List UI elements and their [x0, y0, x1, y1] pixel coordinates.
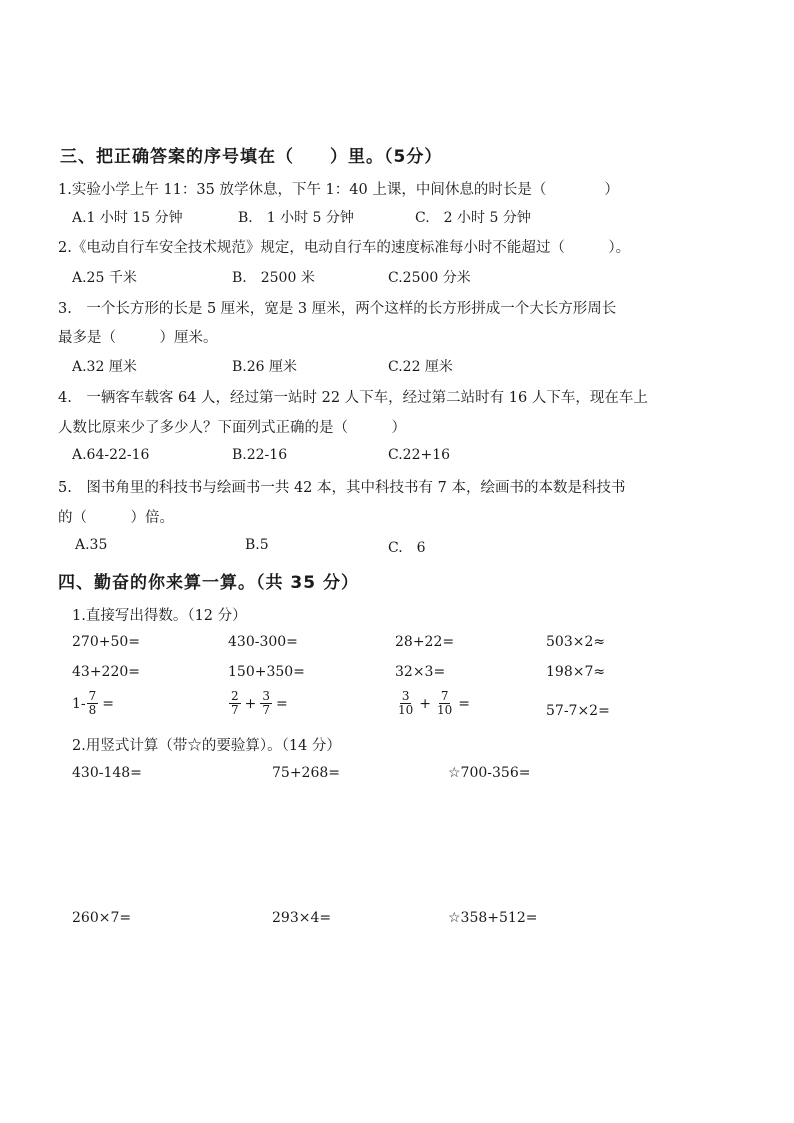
- vertical-calc-item: 75+268=: [272, 765, 340, 781]
- fraction: [396, 690, 415, 717]
- fraction-numerator: 2: [231, 689, 239, 703]
- question-2-text: 2.《电动自行车安全技术规范》规定，电动自行车的速度标准每小时不能超过（ ）。: [58, 240, 631, 256]
- question-3-option-c: C.22 厘米: [388, 359, 453, 375]
- fraction-denominator: 7: [231, 703, 239, 717]
- fraction-numerator: 7: [88, 689, 97, 703]
- calc-equals: =: [102, 695, 115, 712]
- section-4-heading: 四、勤奋的你来算一算。（共 35 分）: [58, 573, 359, 593]
- section-3-heading: 三、把正确答案的序号填在（ ）里。（5分）: [60, 147, 443, 167]
- question-2-option-c: C.2500 分米: [388, 270, 471, 286]
- calc-equals: =: [276, 695, 288, 712]
- fraction-calc-c: [395, 690, 470, 717]
- question-1-option-c: C. 2 小时 5 分钟: [415, 210, 531, 226]
- part-1-title: 1.直接写出得数。（12 分）: [72, 608, 247, 624]
- calc-equals: =: [458, 695, 471, 712]
- question-5-text-line1: 5. 图书角里的科技书与绘画书一共 42 本，其中科技书有 7 本，绘画书的本数是科技书: [58, 480, 626, 496]
- fraction-denominator: 10: [398, 703, 414, 717]
- vertical-calc-item: ☆358+512=: [448, 910, 538, 926]
- calc-item: 198×7≈: [546, 664, 606, 680]
- calc-item: 503×2≈: [546, 634, 606, 650]
- question-1-text: 1.实验小学上午 11：35 放学休息，下午 1：40 上课，中间休息的时长是（ ）: [58, 182, 619, 198]
- vertical-calc-item: ☆700-356=: [448, 765, 531, 781]
- fraction-numerator: 7: [440, 689, 449, 703]
- question-5-option-c: C. 6: [388, 540, 426, 556]
- fraction-denominator: 7: [262, 703, 271, 717]
- fraction-calc-a: [72, 690, 114, 717]
- calc-item: 57-7×2=: [546, 703, 610, 719]
- question-4-option-c: C.22+16: [388, 447, 451, 463]
- calc-item: 430-300=: [228, 634, 298, 650]
- question-3-option-a: A.32 厘米: [72, 359, 137, 375]
- fraction: [87, 690, 99, 717]
- fraction-denominator: 8: [88, 703, 97, 717]
- question-2-option-b: B. 2500 米: [232, 270, 315, 286]
- calc-item: 32×3=: [395, 664, 446, 680]
- calc-operator: +: [244, 695, 257, 712]
- fraction-denominator: 10: [437, 703, 453, 717]
- question-5-text-line2: 的（ ）倍。: [58, 510, 174, 526]
- vertical-calc-item: 430-148=: [72, 765, 142, 781]
- fraction-numerator: 3: [401, 689, 410, 703]
- question-3-text-line2: 最多是（ ）厘米。: [58, 330, 218, 346]
- question-5-option-a: A.35: [75, 537, 108, 553]
- part-2-title: 2.用竖式计算（带☆的要验算）。（14 分）: [72, 738, 341, 754]
- fraction-numerator: 3: [262, 689, 271, 703]
- question-5-option-b: B.5: [245, 537, 269, 553]
- calc-item: 43+220=: [72, 664, 140, 680]
- calc-item: 270+50=: [72, 634, 140, 650]
- question-3-text-line1: 3. 一个长方形的长是 5 厘米，宽是 3 厘米，两个这样的长方形拼成一个大长方形周长: [58, 301, 617, 317]
- calc-item: 150+350=: [228, 664, 305, 680]
- question-3-option-b: B.26 厘米: [232, 359, 298, 375]
- question-4-option-a: A.64-22-16: [72, 447, 150, 463]
- calc-prefix: 1-: [72, 695, 86, 712]
- fraction: [435, 690, 454, 717]
- vertical-calc-item: 260×7=: [72, 910, 132, 926]
- question-1-option-a: A.1 小时 15 分钟: [72, 210, 183, 226]
- question-4-text-line2: 人数比原来少了多少人？下面列式正确的是（ ）: [58, 420, 406, 436]
- calc-item: 28+22=: [395, 634, 455, 650]
- question-4-option-b: B.22-16: [232, 447, 288, 463]
- question-4-text-line1: 4. 一辆客车载客 64 人，经过第一站时 22 人下车，经过第二站时有 16 人下车，现在车上: [58, 390, 648, 406]
- fraction-calc-b: [228, 690, 288, 717]
- question-1-option-b: B. 1 小时 5 分钟: [238, 210, 354, 226]
- calc-operator: +: [419, 695, 432, 712]
- fraction: [260, 690, 272, 717]
- fraction: [229, 690, 241, 717]
- question-2-option-a: A.25 千米: [72, 270, 137, 286]
- vertical-calc-item: 293×4=: [272, 910, 332, 926]
